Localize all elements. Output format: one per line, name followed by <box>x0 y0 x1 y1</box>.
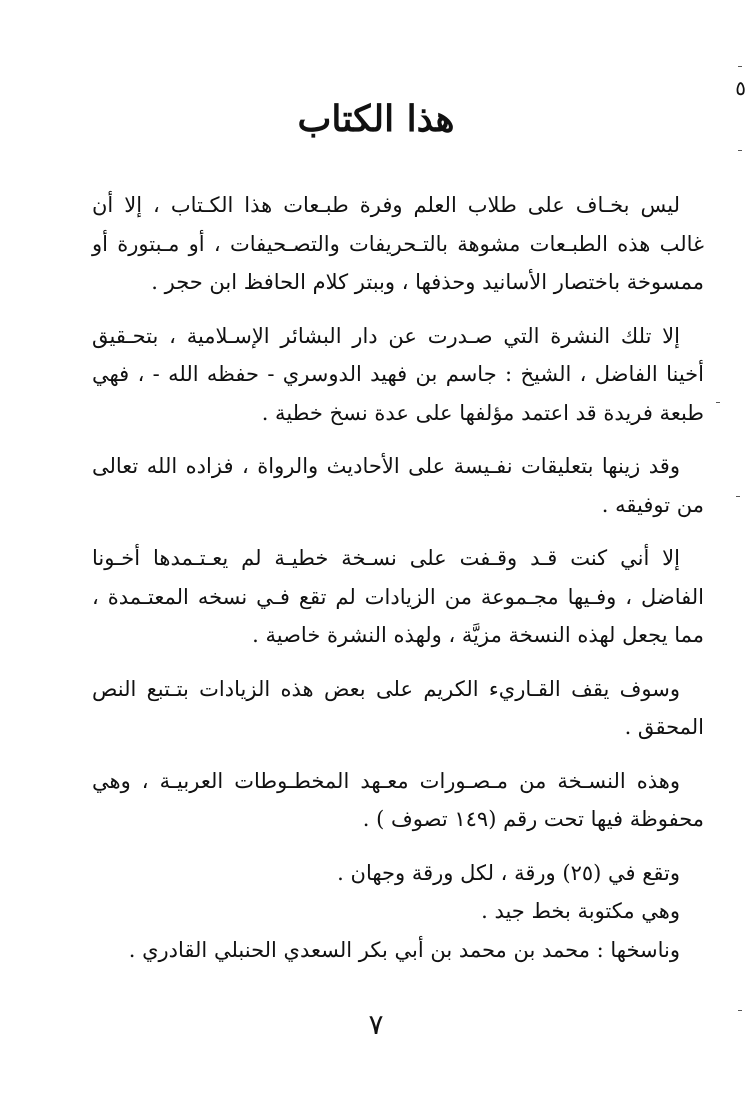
paragraph: إلا أني كنت قـد وقـفت على نسـخة خطيـة لم يعـتـمدها أخـونا الفاضل ، وفـيها مجـموعة من الزيادات لم تقع فـي نسخه المعتـمدة ، مما يجعل لهذه النسخة مزيَّة ، ولهذه النشرة خاصية . <box>92 546 704 647</box>
page-title: هذا الكتاب <box>297 98 455 140</box>
detail-line: وهي مكتوبة بخط جيد . <box>481 899 680 923</box>
paragraph: إلا تلك النشرة التي صـدرت عن دار البشائر الإسـلامية ، بتحـقيق أخينا الفاضل ، الشيخ : جاسم بن فهيد الدوسري - حفظه الله - ، فهي طبعة فريدة قد اعتمد مؤلفها على عدة نسخ خطية . <box>92 323 704 425</box>
scan-speck <box>738 1010 742 1011</box>
paragraph: ليس بخـاف على طلاب العلم وفرة طبـعات هذا الكـتاب ، إلا أن غالب هذه الطبـعات مشوهة بالتـحريفات والتصـحيفات ، أو مـبتورة أو ممسوخة باختصار الأسانيد وحذفها ، وببتر كلام الحافظ ابن حجر . <box>92 193 704 294</box>
corner-page-mark: ٥ <box>735 76 746 100</box>
scan-speck <box>738 66 742 67</box>
detail-line: وتقع في (٢٥) ورقة ، لكل ورقة وجهان . <box>337 860 680 885</box>
scan-speck <box>736 496 740 497</box>
body-text <box>92 186 704 969</box>
paragraph: وقد زينها بتعليقات نفـيسة على الأحاديث والرواة ، فزاده الله تعالى من توفيقه . <box>92 454 704 517</box>
scan-speck <box>738 150 742 151</box>
detail-line: وناسخها : محمد بن محمد بن أبي بكر السعدي الحنبلي القادري . <box>128 937 680 962</box>
paragraph: وسوف يقف القـاريء الكريم على بعض هذه الزيادات بتـتبع النص المحقق . <box>92 676 704 739</box>
scan-speck <box>716 402 720 403</box>
paragraph: وهذه النسـخة من مـصـورات معـهد المخطـوطات العربيـة ، وهي محفوظة فيها تحت رقم (١٤٩ تصوف ) . <box>92 768 704 831</box>
page-number: ٧ <box>368 1008 384 1041</box>
